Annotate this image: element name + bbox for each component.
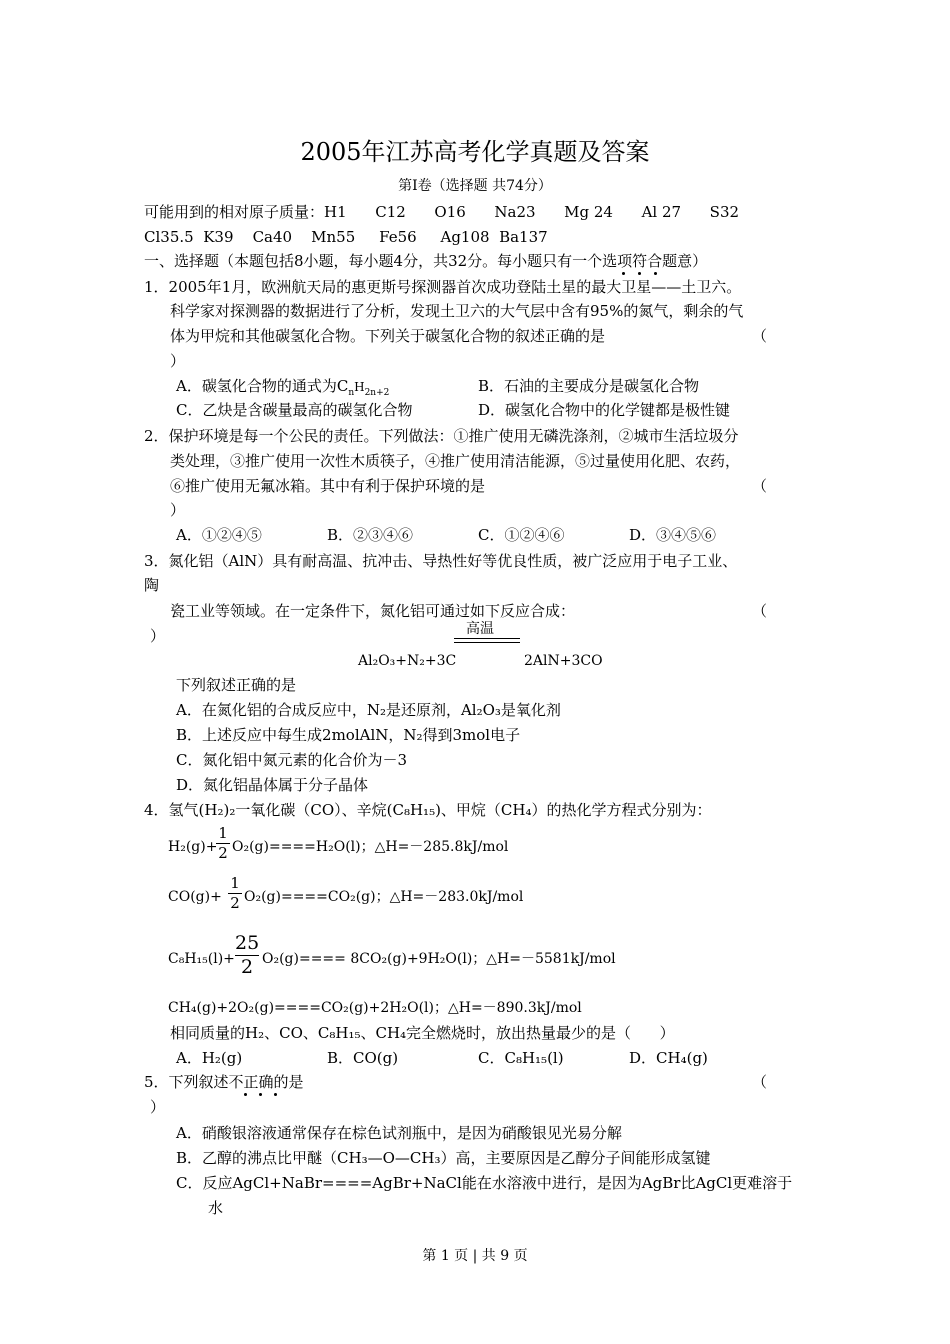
q2-option-b: B．②③④⑥	[327, 526, 414, 544]
section-heading: 一、选择题（本题包括8小题，每小题4分，共32分。每小题只有一个选项符合题意）	[144, 252, 708, 270]
q4-line1: 4．氢气(H₂)₂一氧化碳（CO）、辛烷(C₈H₁₅)、甲烷（CH₄）的热化学方程式分别为：	[144, 801, 712, 819]
atomic-masses-line1: 可能用到的相对原子质量：H1 C12 O16 Na23 Mg 24 Al 27 S32	[144, 203, 740, 221]
q1-option-b: B．石油的主要成分是碳氢化合物	[478, 377, 700, 395]
q2-option-d: D．③④⑤⑥	[629, 526, 717, 544]
q1-option-d: D．碳氢化合物中的化学键都是极性键	[478, 401, 731, 419]
q1-line1: 1．2005年1月，欧洲航天局的惠更斯号探测器首次成功登陆土星的最大卫星——土卫六。	[144, 278, 742, 296]
q5-paren-close: ）	[150, 1098, 166, 1116]
reaction-products: 2AlN+3CO	[524, 653, 603, 669]
q5-option-b: B．乙醇的沸点比甲醚（CH₃—O—CH₃）高，主要原因是乙醇分子间能形成氢键	[176, 1149, 711, 1167]
q4-eq2-post: O₂(g)====CO₂(g)；△H=－283.0kJ/mol	[244, 889, 524, 905]
q4-eq3-fraction	[235, 933, 259, 978]
q4-option-d: D．CH₄(g)	[629, 1049, 708, 1067]
q3-paren-open: （	[752, 602, 768, 620]
equilibrium-line	[454, 642, 520, 643]
q3-line1b: 陶	[144, 576, 160, 594]
reaction-condition: 高温	[466, 621, 494, 637]
q5-option-a: A．硝酸银溶液通常保存在棕色试剂瓶中，是因为硝酸银见光易分解	[176, 1124, 622, 1142]
q3-line1: 3．氮化铝（AlN）具有耐高温、抗冲击、导热性好等优良性质，被广泛应用于电子工业、	[144, 552, 738, 570]
q4-eq1-fraction	[216, 825, 230, 862]
emphasis-dot	[622, 272, 625, 275]
q3-option-d: D．氮化铝晶体属于分子晶体	[176, 776, 369, 794]
q2-line2: 类处理，③推广使用一次性木质筷子，④推广使用清洁能源，⑤过量使用化肥、农药，	[170, 452, 741, 470]
q5-line1: 5．下列叙述不正确的是	[144, 1073, 304, 1091]
q4-eq2-fraction	[228, 875, 242, 912]
q1-line2: 科学家对探测器的数据进行了分析，发现土卫六的大气层中含有95%的氮气，剩余的气	[170, 302, 744, 320]
equilibrium-line	[454, 638, 520, 639]
page-title: 2005年江苏高考化学真题及答案	[300, 138, 650, 166]
q4-eq1-post: O₂(g)====H₂O(l)；△H=－285.8kJ/mol	[232, 839, 509, 855]
fraction-numerator: 1	[218, 824, 228, 842]
q4-eq1-pre: H₂(g)+	[168, 839, 218, 855]
reaction-reactants: Al₂O₃+N₂+3C	[358, 653, 457, 669]
q3-option-c: C．氮化铝中氮元素的化合价为－3	[176, 751, 408, 769]
q3-stem: 下列叙述正确的是	[176, 676, 297, 694]
q2-option-c: C．①②④⑥	[478, 526, 565, 544]
fraction-denominator: 2	[240, 956, 254, 978]
q1-option-c: C．乙炔是含碳量最高的碳氢化合物	[176, 401, 413, 419]
q4-option-b: B．CO(g)	[327, 1049, 399, 1067]
q5-paren-open: （	[752, 1073, 768, 1091]
emphasis-dot	[274, 1093, 277, 1096]
q5-option-c-cont: 水	[208, 1199, 224, 1217]
q2-paren-open: （	[752, 477, 768, 495]
q4-eq3-pre: C₈H₁₅(l)+	[168, 951, 235, 967]
q1-paren-open: （	[752, 327, 768, 345]
emphasis-dot	[654, 272, 657, 275]
q2-option-a: A．①②④⑤	[176, 526, 262, 544]
q3-option-b: B．上述反应中每生成2molAlN，N₂得到3mol电子	[176, 726, 521, 744]
q5-option-c: C．反应AgCl+NaBr====AgBr+NaCl能在水溶液中进行，是因为AgBr比AgCl更难溶于	[176, 1174, 793, 1192]
q4-eq4: CH₄(g)+2O₂(g)====CO₂(g)+2H₂O(l)；△H=－890.3kJ/mol	[168, 1000, 582, 1016]
emphasis-dot	[638, 272, 641, 275]
q2-line1: 2．保护环境是每一个公民的责任。下列做法：①推广使用无磷洗涤剂，②城市生活垃圾分	[144, 427, 739, 445]
q4-option-c: C．C₈H₁₅(l)	[478, 1049, 564, 1067]
fraction-denominator: 2	[230, 894, 240, 912]
emphasis-dot	[259, 1093, 262, 1096]
q1-option-a: A．碳氢化合物的通式为$C_nH_{2n+2}$	[176, 377, 390, 398]
q4-eq3-post: O₂(g)==== 8CO₂(g)+9H₂O(l)；△H=－5581kJ/mol	[262, 951, 616, 967]
emphasis-dot	[244, 1093, 247, 1096]
q3-line2: 瓷工业等领域。在一定条件下，氮化铝可通过如下反应合成：	[170, 602, 576, 620]
q4-stem: 相同质量的H₂、CO、C₈H₁₅、CH₄完全燃烧时，放出热量最少的是（ ）	[170, 1024, 675, 1042]
q1-paren-close: ）	[170, 352, 186, 370]
q3-option-a: A．在氮化铝的合成反应中，N₂是还原剂，Al₂O₃是氧化剂	[176, 701, 561, 719]
fraction-numerator: 25	[235, 932, 260, 954]
q4-eq2-pre: CO(g)+	[168, 889, 222, 905]
q2-line3: ⑥推广使用无氟冰箱。其中有利于保护环境的是	[170, 477, 486, 495]
q4-option-a: A．H₂(g)	[176, 1049, 243, 1067]
q2-paren-close: ）	[170, 501, 186, 519]
atomic-masses-line2: Cl35.5 K39 Ca40 Mn55 Fe56 Ag108 Ba137	[144, 228, 548, 246]
fraction-denominator: 2	[218, 844, 228, 862]
page-footer: 第 1 页 | 共 9 页	[422, 1248, 528, 1264]
q1-line3: 体为甲烷和其他碳氢化合物。下列关于碳氢化合物的叙述正确的是	[170, 327, 606, 345]
section-subtitle: 第Ⅰ卷（选择题 共74分）	[398, 178, 552, 194]
q3-paren-close: ）	[150, 627, 166, 645]
fraction-numerator: 1	[230, 874, 240, 892]
